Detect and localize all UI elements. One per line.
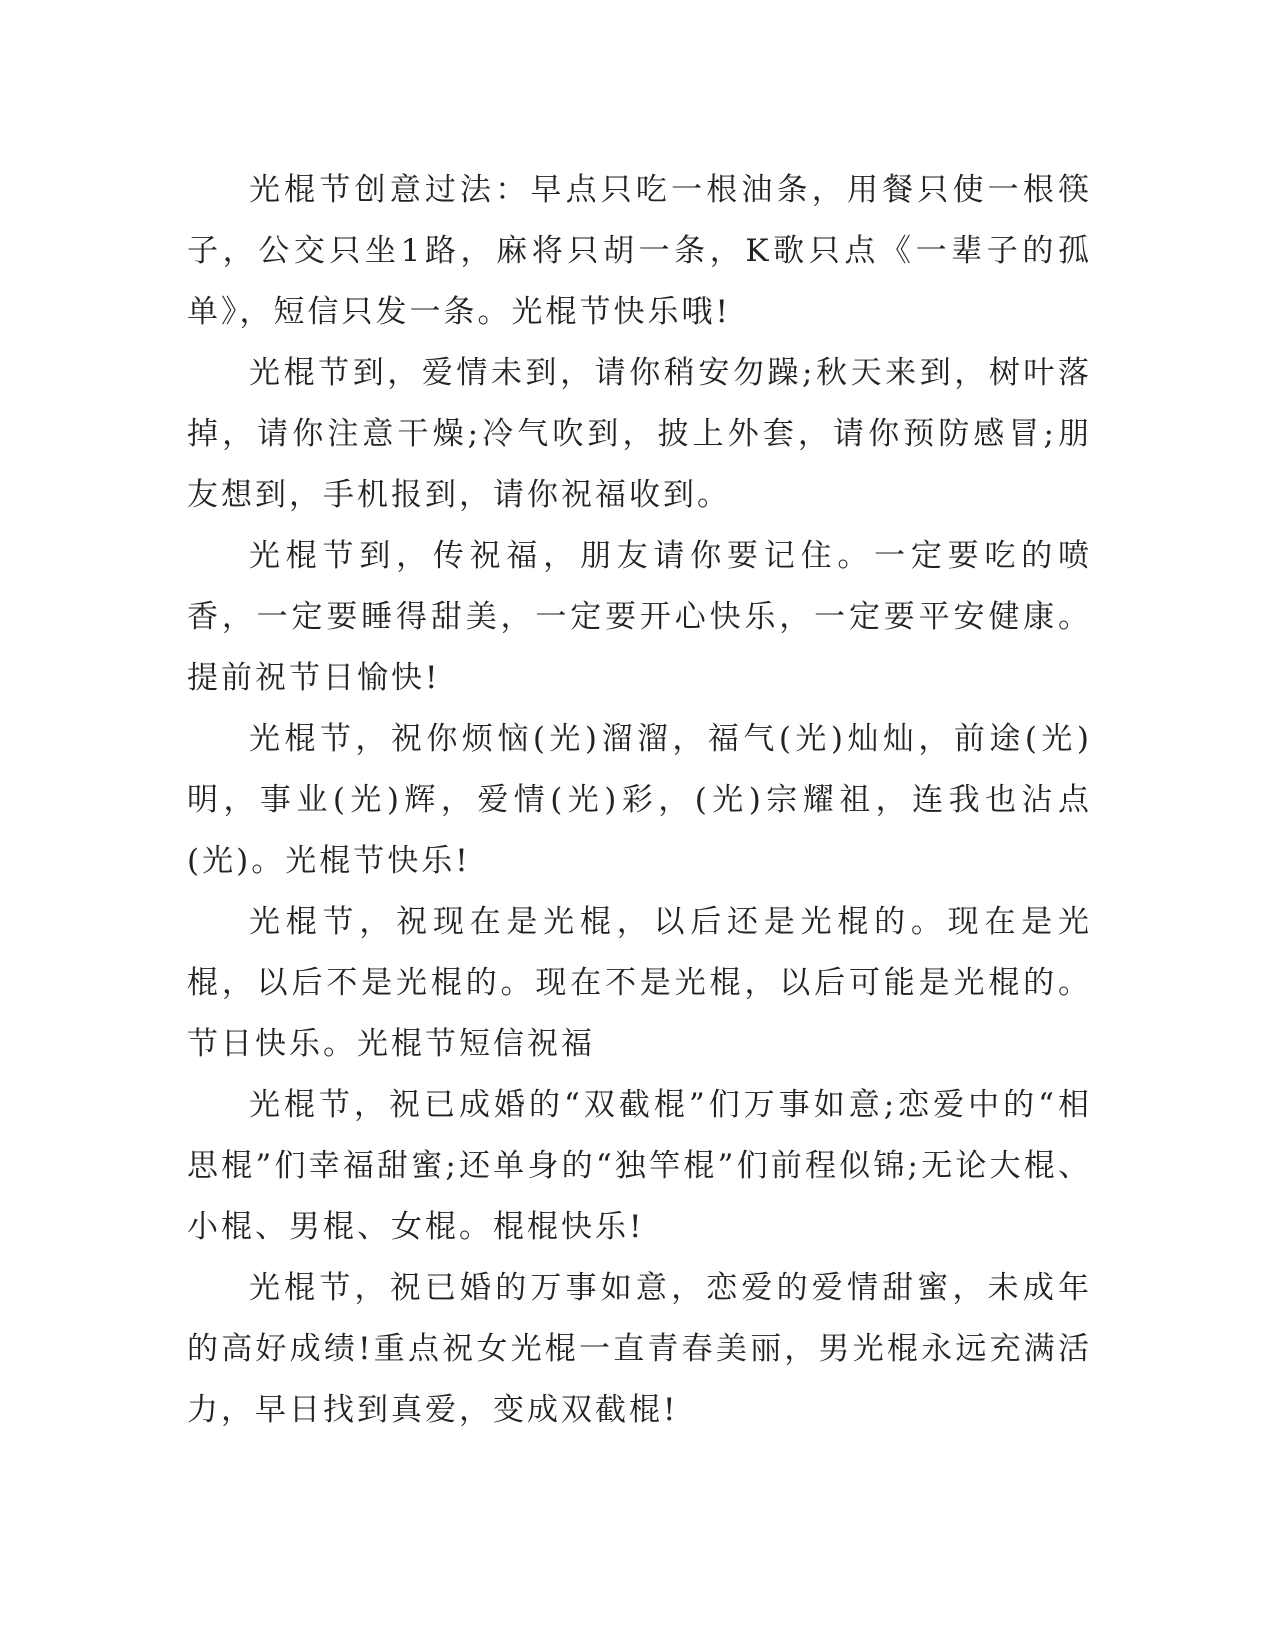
paragraph-7: 光棍节，祝已婚的万事如意，恋爱的爱情甜蜜，未成年的高好成绩!重点祝女光棍一直青春美丽，男光棍永远充满活力，早日找到真爱，变成双截棍! (187, 1270, 1092, 1428)
document-body (187, 160, 1092, 1441)
paragraph-2: 光棍节到，爱情未到，请你稍安勿躁;秋天来到，树叶落掉，请你注意干燥;冷气吹到，披上外套，请你预防感冒;朋友想到，手机报到，请你祝福收到。 (187, 355, 1092, 513)
paragraph-5: 光棍节，祝现在是光棍，以后还是光棍的。现在是光棍，以后不是光棍的。现在不是光棍，以后可能是光棍的。节日快乐。光棍节短信祝福 (187, 904, 1092, 1062)
paragraph-4: 光棍节，祝你烦恼(光)溜溜，福气(光)灿灿，前途(光)明，事业(光)辉，爱情(光)彩，(光)宗耀祖，连我也沾点(光)。光棍节快乐! (187, 721, 1092, 879)
paragraph-6: 光棍节，祝已成婚的“双截棍”们万事如意;恋爱中的“相思棍”们幸福甜蜜;还单身的“独竿棍”们前程似锦;无论大棍、小棍、男棍、女棍。棍棍快乐! (187, 1087, 1092, 1245)
paragraph-3: 光棍节到，传祝福，朋友请你要记住。一定要吃的喷香，一定要睡得甜美，一定要开心快乐，一定要平安健康。提前祝节日愉快! (187, 538, 1092, 696)
paragraph-1: 光棍节创意过法：早点只吃一根油条，用餐只使一根筷子，公交只坐1路，麻将只胡一条，K歌只点《一辈子的孤单》，短信只发一条。光棍节快乐哦! (187, 172, 1092, 330)
